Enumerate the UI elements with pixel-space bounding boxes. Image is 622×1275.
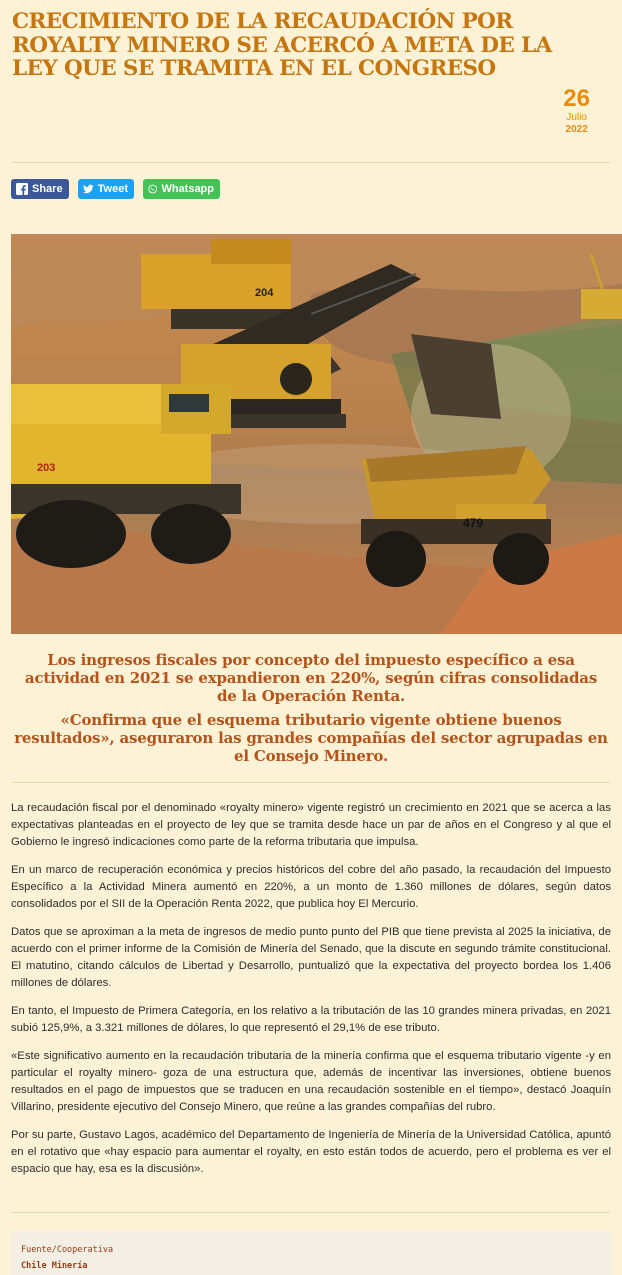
whatsapp-icon: [148, 182, 157, 196]
share-buttons: [11, 179, 220, 199]
facebook-share-button[interactable]: [11, 179, 69, 199]
mining-photo-illustration: [11, 234, 622, 634]
twitter-bird-icon: [83, 184, 94, 194]
twitter-tweet-button[interactable]: [78, 179, 134, 199]
date-month: Julio: [566, 112, 587, 123]
article-photo: [11, 234, 622, 634]
article-lead: [14, 651, 608, 765]
lead-quote: «Confirma que el esquema tributario vigente obtiene buenos resultados», aseguraron las grandes compañías del sector agrupadas en el Consejo Minero.: [14, 711, 608, 765]
article-title: CRECIMIENTO DE LA RECAUDACIÓN POR ROYALTY MINERO SE ACERCÓ A META DE LA LEY QUE SE TRAMITA EN EL CONGRESO: [12, 9, 552, 81]
whatsapp-share-label: Whatsapp: [161, 183, 214, 195]
body-paragraph: Datos que se aproximan a la meta de ingresos de medio punto punto del PIB que tiene prevista al 2025 la iniciativa, de acuerdo con el primer informe de la Comisión de Minería del Senado, que la discute en segundo trámite constitucional. El matutino, citando cálculos de Libertad y Desarrollo, puntualizó que la expectativa del proyecto bordea los 1.406 millones de dólares.: [11, 926, 611, 989]
body-paragraph: En tanto, el Impuesto de Primera Categoría, en los relativo a la tributación de las 10 grandes minera privadas, en 2021 subió 125,9%, a 3.321 millones de dólares, lo que representó el 29,1% de ese tributo.: [11, 1005, 611, 1034]
whatsapp-share-button[interactable]: [143, 179, 220, 199]
date-day: 26: [563, 85, 590, 112]
body-paragraph: La recaudación fiscal por el denominado «royalty minero» vigente registró un crecimiento en 2021 que se acerca a las expectativas planteadas en el proyecto de ley que se tramita desde hace un par de años en el Congreso y al que el Gobierno le ingresó indicaciones como parte de la reforma tributaria que impulsa.: [11, 802, 611, 848]
body-paragraph: «Este significativo aumento en la recaudación tributaria de la minería confirma que el esquema tributario vigente -y en particular el royalty minero- goza de una estructura que, además de incentivar las inversiones, obtiene buenos resultados en el pago de impuestos que se traducen en una recaudación sostenible en el tiempo», destacó Joaquín Villarino, presidente ejecutivo del Consejo Minero, que reúne a las grandes compañías del rubro.: [11, 1050, 611, 1113]
footer-divider: [12, 1212, 610, 1213]
date-year: 2022: [565, 124, 588, 135]
shovel-number: 204: [255, 287, 274, 299]
lead-divider: [12, 782, 610, 783]
article-date: [563, 86, 590, 136]
truck-right-number: 479: [463, 516, 484, 530]
source-label: Fuente/Cooperativa: [21, 1245, 114, 1255]
body-paragraph: En un marco de recuperación económica y precios históricos del cobre del año pasado, la recaudación del Impuesto Específico a la Actividad Minera aumentó en 220%, a un monto de 1.360 millones de dólares, según datos consolidados por el SII de la Operación Renta 2022, que publica hoy El Mercurio.: [11, 864, 611, 910]
body-paragraph: Por su parte, Gustavo Lagos, académico del Departamento de Ingeniería de Minería de la Universidad Católica, apuntó en el rotativo que «hay espacio para aumentar el royalty, en esto están todos de acuerdo, pero el problema es ver el espacio que hay, esa es la discusión».: [11, 1129, 611, 1175]
source-brand: Chile Minería: [21, 1261, 88, 1271]
header-divider: [12, 162, 610, 163]
lead-paragraph: Los ingresos fiscales por concepto del impuesto específico a esa actividad en 2021 se expandieron en 220%, según cifras consolidadas de la Operación Renta.: [24, 651, 598, 705]
source-box: [11, 1231, 611, 1275]
facebook-share-label: Share: [32, 183, 63, 195]
facebook-icon: [16, 183, 28, 195]
truck-left-number: 203: [37, 462, 56, 474]
twitter-tweet-label: Tweet: [97, 183, 128, 195]
article-body: [11, 800, 611, 1189]
